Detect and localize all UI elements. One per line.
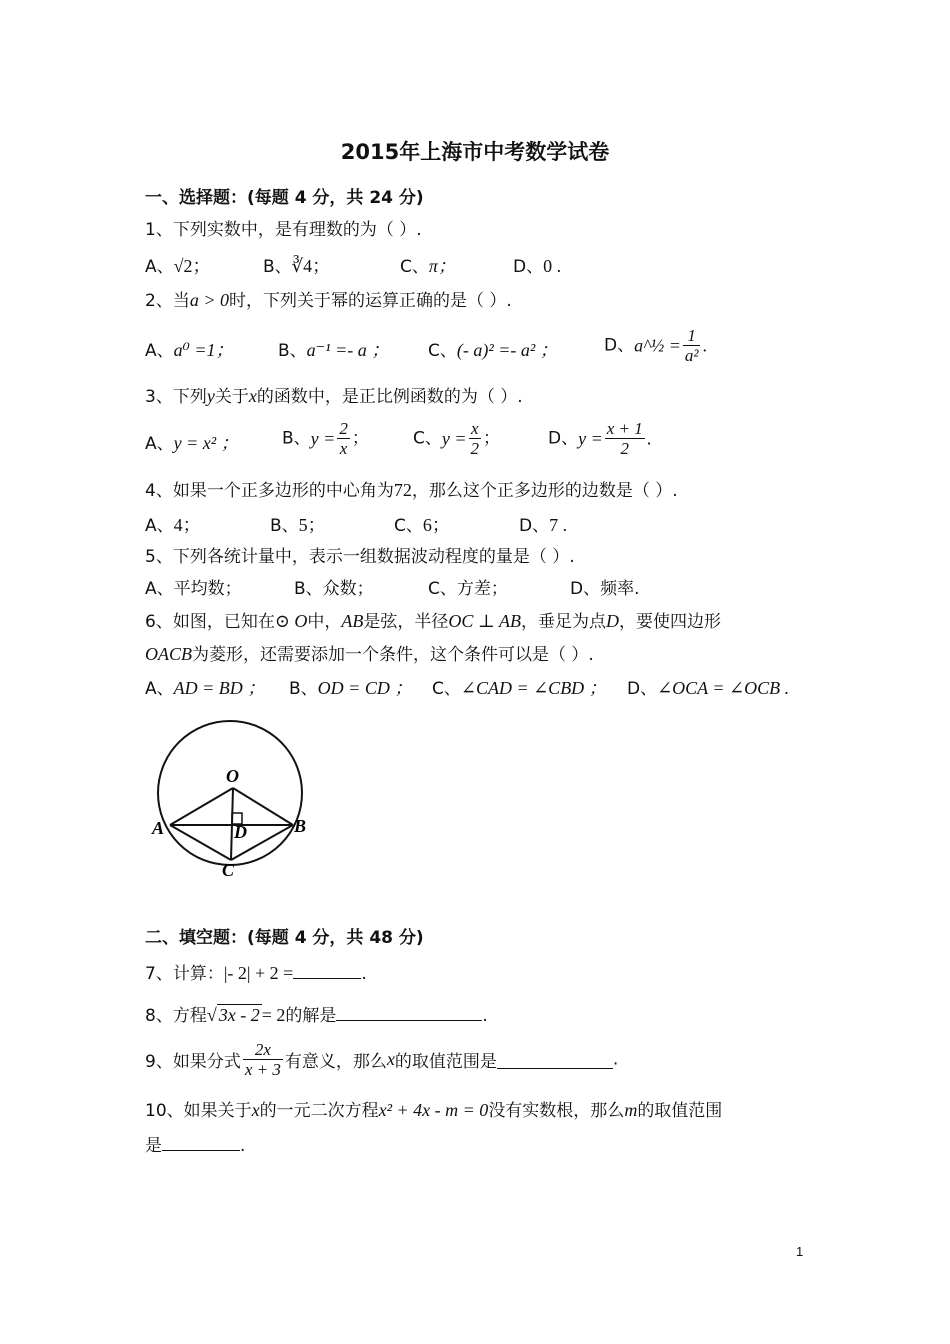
q2-option-a: A、a⁰ =1； (145, 340, 234, 361)
q8-answer-blank[interactable] (336, 1002, 482, 1021)
q3-option-b: B、y = $\frac{2}{x}$ ； (282, 419, 369, 458)
q3-option-d: D、y = $\frac{x + 1}{2}$ . (548, 419, 652, 458)
side-ca (170, 825, 231, 860)
question-9: 9、如果分式 $\frac{2x}{x + 3}$ 有意义，那么x的取值范围是 . (145, 1040, 619, 1079)
q6-option-d: D、∠OCA = ∠OCB . (627, 678, 790, 699)
q9-answer-blank[interactable] (497, 1050, 613, 1069)
question-8: 8、方程√ 3x - 2 = 2的解是 . (145, 1002, 488, 1028)
q3-option-a: A、y = x² ； (145, 433, 239, 454)
q3-option-c: C、y = $\frac{x}{2}$ ； (413, 419, 501, 458)
question-6-stem-line2: OACB为菱形，还需要添加一个条件，这个条件可以是（ ）. (145, 644, 594, 665)
q1-option-b: B、∛4； (263, 256, 331, 277)
q7-answer-blank[interactable] (293, 960, 361, 979)
q5-option-a: A、平均数； (145, 579, 242, 599)
q4-option-d: D、7 . (519, 515, 568, 536)
q1-option-a: A、√2； (145, 256, 211, 277)
q1-option-d: D、0 . (513, 256, 562, 277)
question-10-line1: 10、如果关于x的一元二次方程x² + 4x - m = 0没有实数根，那么m的取值范围 (145, 1100, 723, 1121)
q5-option-c: C、方差； (428, 579, 508, 599)
circle-rhombus-figure (140, 708, 340, 888)
circle-o (158, 721, 302, 865)
q4-option-a: A、4； (145, 515, 201, 536)
question-2-stem: 2、当a > 0时，下列关于幂的运算正确的是（ ）. (145, 290, 512, 311)
question-1-stem: 1、下列实数中，是有理数的为（ ）. (145, 220, 422, 240)
q6-option-b: B、OD = CD ； (289, 678, 413, 699)
page-title: 2015年上海市中考数学试卷 (340, 140, 610, 164)
q1-option-c: C、π； (400, 256, 456, 277)
q5-option-d: D、频率. (570, 579, 640, 599)
q2-option-c: C、(- a)² =- a² ； (428, 340, 558, 361)
question-7: 7、计算：|- 2| + 2 = . (145, 960, 367, 986)
q10-answer-blank[interactable] (162, 1132, 240, 1151)
q2-option-b: B、a⁻¹ =- a ； (278, 340, 390, 361)
question-3-stem: 3、下列y关于x的函数中，是正比例函数的为（ ）. (145, 386, 523, 407)
side-oa (170, 788, 233, 825)
question-6-stem-line1: 6、如图，已知在⊙ O中，AB是弦，半径OC ⊥ AB，垂足为点D，要使四边形 (145, 611, 722, 632)
question-4-stem: 4、如果一个正多边形的中心角为72，那么这个正多边形的边数是（ ）. (145, 480, 678, 501)
label-b: B (294, 816, 307, 836)
page-number: 1 (796, 1244, 804, 1259)
q4-option-c: C、6； (394, 515, 450, 536)
question-5-stem: 5、下列各统计量中，表示一组数据波动程度的量是（ ）. (145, 547, 575, 567)
label-o: O (226, 766, 239, 786)
q6-option-a: A、AD = BD ； (145, 678, 266, 699)
section-heading-choice: 一、选择题：(每题 4 分，共 24 分) (145, 188, 424, 208)
q2-option-d: D、a^½ = $\frac{1}{\text{a²}}$ . (604, 326, 707, 365)
section-heading-fill: 二、填空题：(每题 4 分，共 48 分) (145, 928, 424, 948)
question-10-line2: 是 . (145, 1132, 245, 1158)
label-d: D (234, 822, 247, 842)
q4-option-b: B、5； (270, 515, 326, 536)
label-c: C (222, 860, 235, 880)
q5-option-b: B、众数； (294, 579, 374, 599)
q6-option-c: C、∠CAD = ∠CBD ； (432, 678, 607, 699)
label-a: A (152, 818, 165, 838)
